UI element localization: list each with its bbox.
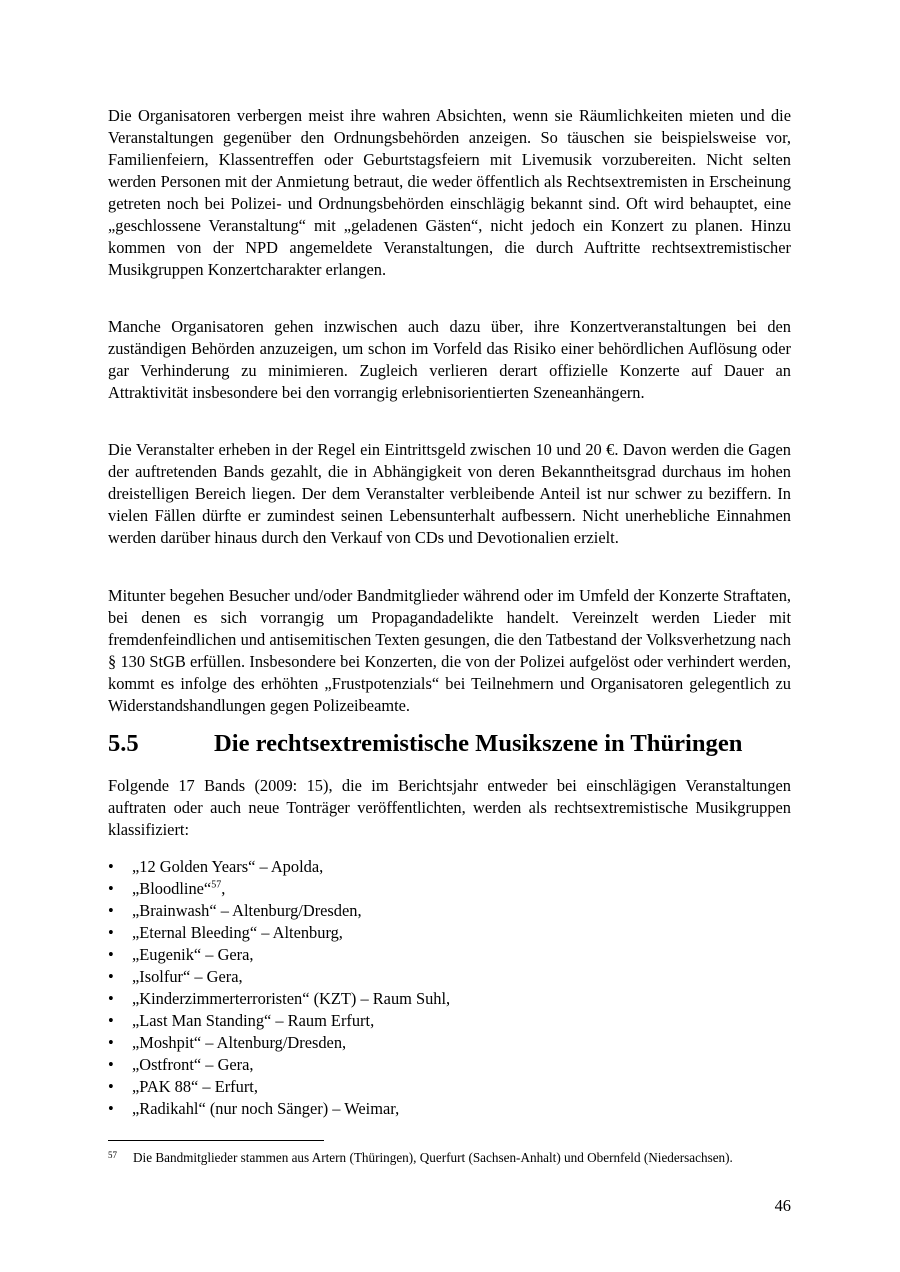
list-item <box>108 878 791 900</box>
paragraph-registration: Manche Organisatoren gehen inzwischen auch dazu über, ihre Konzertveranstaltungen bei den zuständigen Behörden anzuzeigen, um schon im Vorfeld das Risiko einer behördlichen Auflösung oder gar Verhinderung zu minimieren. Zugleich verlieren derart offizielle Konzerte auf Dauer an Attraktivität insbesondere bei den vorrangig erlebnisorientierten Szeneanhängern. <box>108 317 791 402</box>
paragraph-entry-fee: Die Veranstalter erheben in der Regel ein Eintrittsgeld zwischen 10 und 20 €. Davon werden die Gagen der auftretenden Bands gezahlt, die in Abhängigkeit von deren Bekanntheitsgrad durchaus im hohen dreistelligen Bereich liegen. Der dem Veranstalter verbleibende Anteil ist nur schwer zu beziffern. In vielen Fällen dürfte er zumindest seinen Lebensunterhalt aufbessern. Nicht unerhebliche Einnahmen werden darüber hinaus durch den Verkauf von CDs und Devotionalien erzielt. <box>108 440 791 547</box>
section-number: 5.5 <box>108 730 139 757</box>
list-item <box>108 944 791 966</box>
band-name: „Isolfur“ – Gera, <box>132 967 243 986</box>
band-list <box>108 856 791 1120</box>
band-name: „Bloodline“ <box>132 879 212 898</box>
page-number: 46 <box>774 1196 791 1215</box>
bullet-icon: • <box>108 857 114 876</box>
list-item <box>108 900 791 922</box>
footnote <box>108 1149 791 1167</box>
bullet-icon: • <box>108 989 114 1008</box>
list-item <box>108 966 791 988</box>
bullet-icon: • <box>108 923 114 942</box>
band-name: „Eugenik“ – Gera, <box>132 945 254 964</box>
band-name: „PAK 88“ – Erfurt, <box>132 1077 258 1096</box>
band-name: „Last Man Standing“ – Raum Erfurt, <box>132 1011 375 1030</box>
band-name: „Ostfront“ – Gera, <box>132 1055 254 1074</box>
list-item <box>108 856 791 878</box>
bullet-icon: • <box>108 945 114 964</box>
footnote-text: Die Bandmitglieder stammen aus Artern (Thüringen), Querfurt (Sachsen-Anhalt) und Obernfeld (Niedersachsen). <box>133 1150 733 1165</box>
list-item <box>108 988 791 1010</box>
bullet-icon: • <box>108 1077 114 1096</box>
band-name: „12 Golden Years“ – Apolda, <box>132 857 324 876</box>
footnote-ref[interactable]: 57 <box>211 879 222 891</box>
footnote-separator <box>108 1140 324 1141</box>
band-name: „Radikahl“ (nur noch Sänger) – Weimar, <box>132 1099 400 1118</box>
band-name: „Brainwash“ – Altenburg/Dresden, <box>132 901 362 920</box>
section-intro: Folgende 17 Bands (2009: 15), die im Berichtsjahr entweder bei einschlägigen Veranstaltungen auftraten oder auch neue Tonträger veröffentlichten, werden als rechtsextremistische Musikgruppen klassifiziert: <box>108 776 791 839</box>
bullet-icon: • <box>108 1033 114 1052</box>
list-item <box>108 922 791 944</box>
paragraph-offences: Mitunter begehen Besucher und/oder Bandmitglieder während oder im Umfeld der Konzerte Straftaten, bei denen es sich vorrangig um Propagandadelikte handelt. Vereinzelt werden Lieder mit fremdenfeindlichen und antisemitischen Texten gesungen, die den Tatbestand der Volksverhetzung nach § 130 StGB erfüllen. Insbesondere bei Konzerten, die von der Polizei aufgelöst oder verhindert werden, kommt es infolge des erhöhten „Frustpotenzials“ bei Teilnehmern und Organisatoren gelegentlich zu Widerstandshandlungen gegen Polizeibeamte. <box>108 586 791 715</box>
band-name: „Moshpit“ – Altenburg/Dresden, <box>132 1033 347 1052</box>
bullet-icon: • <box>108 1099 114 1118</box>
band-name: „Eternal Bleeding“ – Altenburg, <box>132 923 343 942</box>
section-heading <box>108 730 791 757</box>
band-name-suffix: , <box>221 879 226 898</box>
section-title: Die rechtsextremistische Musikszene in Thüringen <box>214 730 743 757</box>
bullet-icon: • <box>108 1055 114 1074</box>
list-item <box>108 1076 791 1098</box>
bullet-icon: • <box>108 967 114 986</box>
list-item <box>108 1010 791 1032</box>
band-name: „Kinderzimmerterroristen“ (KZT) – Raum Suhl, <box>132 989 451 1008</box>
paragraph-organizers: Die Organisatoren verbergen meist ihre wahren Absichten, wenn sie Räumlichkeiten mieten und die Veranstaltungen gegenüber den Ordnungsbehörden anzeigen. So täuschen sie beispielsweise vor, Familienfeiern, Klassentreffen oder Geburtstagsfeiern mit Livemusik vorzubereiten. Nicht selten werden Personen mit der Anmietung betraut, die weder öffentlich als Rechtsextremisten in Erscheinung getreten noch bei Polizei- und Ordnungsbehörden einschlägig bekannt sind. Oft wird behauptet, eine „geschlossene Veranstaltung“ mit „geladenen Gästen“, nicht jedoch ein Konzert zu planen. Hinzu kommen von der NPD angemeldete Veranstaltungen, die durch Auftritte rechtsextremistischer Musikgruppen Konzertcharakter erlangen. <box>108 106 791 279</box>
list-item <box>108 1032 791 1054</box>
list-item <box>108 1098 791 1120</box>
footnote-number: 57 <box>108 1150 117 1160</box>
bullet-icon: • <box>108 879 114 898</box>
bullet-icon: • <box>108 1011 114 1030</box>
list-item <box>108 1054 791 1076</box>
bullet-icon: • <box>108 901 114 920</box>
